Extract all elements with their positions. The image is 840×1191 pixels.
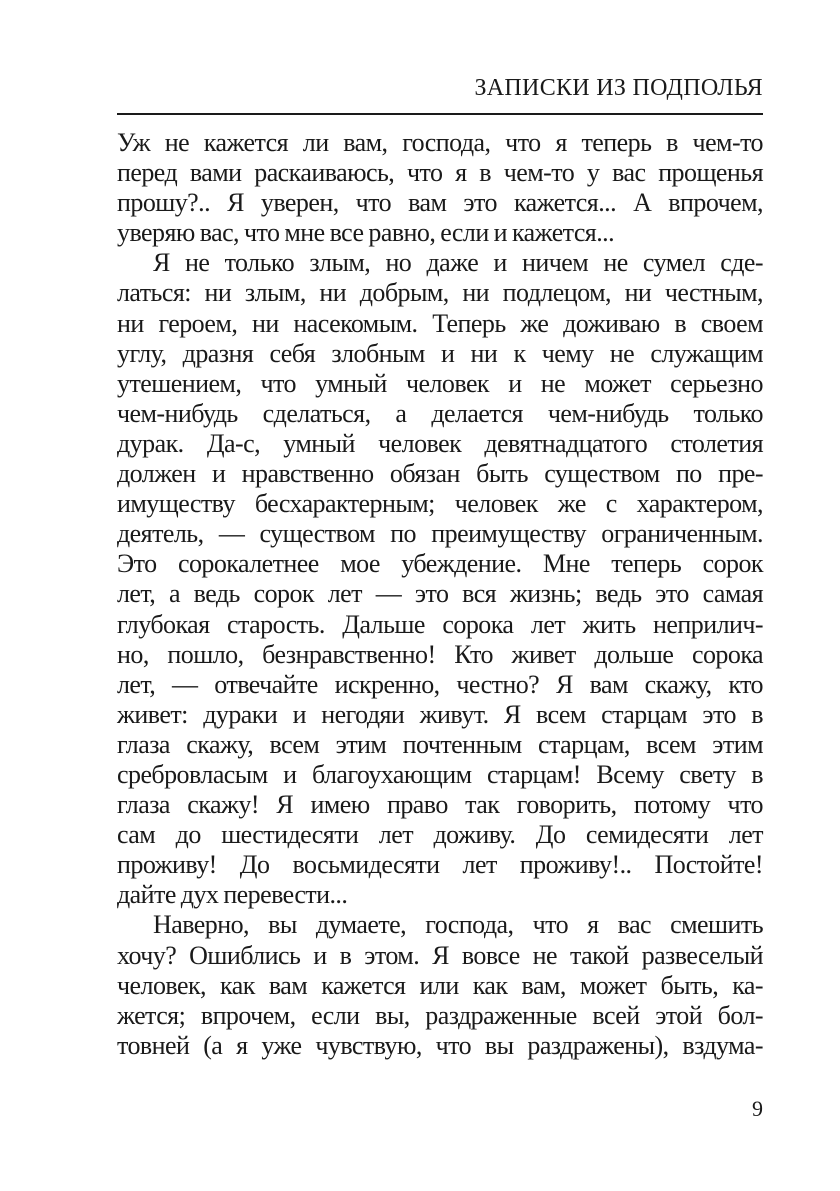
paragraph xyxy=(117,128,763,248)
text-line: товней (а я уже чувствую, что вы раздражены), вздума- xyxy=(117,1030,763,1060)
text-line: хочу? Ошиблись и в этом. Я вовсе не такой развеселый xyxy=(117,940,763,970)
text-line: латься: ни злым, ни добрым, ни подлецом, ни честным, xyxy=(117,278,763,308)
text-line: жется; впрочем, если вы, раздраженные всей этой бол- xyxy=(117,1000,763,1030)
paragraph xyxy=(117,248,763,910)
text-line: сребровласым и благоухающим старцам! Всему свету в xyxy=(117,759,763,789)
text-line: но, пошло, безнравственно! Кто живет дольше сорока xyxy=(117,639,763,669)
running-head xyxy=(117,74,763,115)
text-line: сам до шестидесяти лет доживу. До семидесяти лет xyxy=(117,820,763,850)
text-line: перед вами раскаиваюсь, что я в чем-то у вас прощенья xyxy=(117,158,763,188)
text-line: лет, — отвечайте искренно, честно? Я вам скажу, кто xyxy=(117,669,763,699)
text-line: Наверно, вы думаете, господа, что я вас смешить xyxy=(153,910,763,940)
text-line: лет, а ведь сорок лет — это вся жизнь; ведь это самая xyxy=(117,579,763,609)
running-title: ЗАПИСКИ ИЗ ПОДПОЛЬЯ xyxy=(474,75,763,101)
text-line: глаза скажу, всем этим почтенным старцам, всем этим xyxy=(117,729,763,759)
text-line: дайте дух перевести... xyxy=(117,880,348,910)
text-line: Уж не кажется ли вам, господа, что я теперь в чем-то xyxy=(117,128,763,157)
text-line: проживу! До восьмидесяти лет проживу!.. Постойте! xyxy=(117,850,763,880)
text-line: человек, как вам кажется или как вам, может быть, ка- xyxy=(117,970,763,1000)
text-line: углу, дразня себя злобным и ни к чему не служащим xyxy=(117,338,763,368)
text-line: глаза скажу! Я имею право так говорить, потому что xyxy=(117,790,763,820)
text-line: Это сорокалетнее мое убеждение. Мне теперь сорок xyxy=(117,549,763,579)
text-line: чем-нибудь сделаться, а делается чем-нибудь только xyxy=(117,398,763,428)
text-line: живет: дураки и негодяи живут. Я всем старцам это в xyxy=(117,699,763,729)
text-line: утешением, что умный человек и не может серьезно xyxy=(117,368,763,398)
text-line: уверяю вас, что мне все равно, если и кажется... xyxy=(117,218,615,248)
text-line: Я не только злым, но даже и ничем не сумел сде- xyxy=(153,248,763,278)
text-line: дурак. Да-с, умный человек девятнадцатого столетия xyxy=(117,428,763,458)
text-line: прошу?.. Я уверен, что вам это кажется... А впрочем, xyxy=(117,188,763,218)
text-line: должен и нравственно обязан быть существом по пре- xyxy=(117,459,763,489)
body-text xyxy=(117,128,763,1061)
text-line: ни героем, ни насекомым. Теперь же доживаю в своем xyxy=(117,308,763,338)
text-line: деятель, — существом по преимуществу ограниченным. xyxy=(117,519,763,549)
page-number: 9 xyxy=(752,1096,763,1121)
text-line: глубокая старость. Дальше сорока лет жить неприлич- xyxy=(117,609,763,639)
text-line: имуществу бесхарактерным; человек же с характером, xyxy=(117,489,763,519)
paragraph xyxy=(117,910,763,1060)
